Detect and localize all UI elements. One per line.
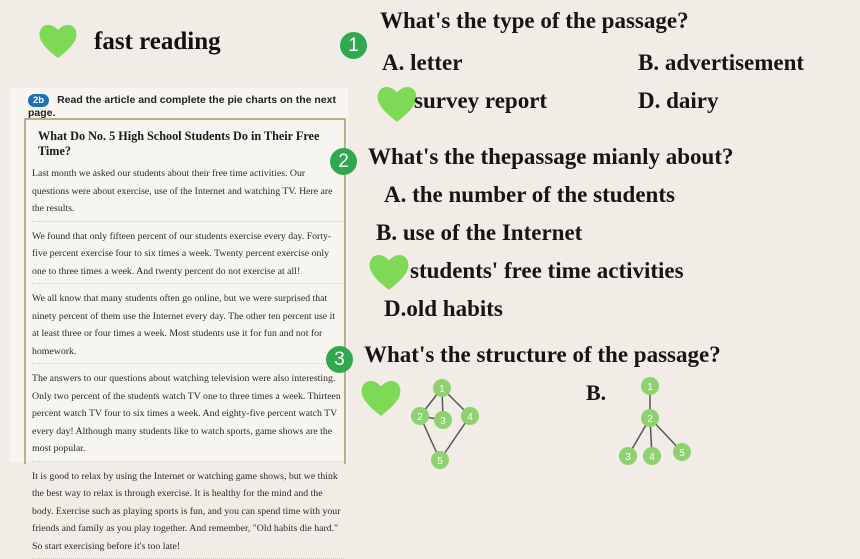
- textbook-excerpt: [10, 88, 348, 462]
- question-3-number: 3: [326, 346, 353, 373]
- diagram-a-node: [461, 407, 479, 425]
- diagram-a-node: [411, 407, 429, 425]
- q2-option-d[interactable]: D.old habits: [384, 296, 503, 322]
- heart-icon: [376, 84, 418, 124]
- svg-text:1: 1: [439, 384, 445, 395]
- diagram-a-node: [434, 411, 452, 429]
- svg-text:5: 5: [437, 456, 443, 467]
- instruction-row: [28, 94, 348, 119]
- q1-option-a[interactable]: A. letter: [382, 50, 462, 76]
- instruction-text: Read the article and complete the pie charts on the next page.: [28, 94, 336, 119]
- question-1-number: 1: [340, 32, 367, 59]
- svg-text:5: 5: [679, 448, 685, 459]
- structure-diagram-b[interactable]: [614, 374, 694, 470]
- fast-reading-label: fast reading: [94, 28, 221, 56]
- svg-text:4: 4: [649, 452, 655, 463]
- svg-text:2: 2: [647, 414, 653, 425]
- svg-text:3: 3: [440, 416, 446, 427]
- question-1-text: What's the type of the passage?: [380, 8, 689, 34]
- structure-diagram-a[interactable]: [404, 376, 484, 476]
- article-paragraph: We all know that many students often go online, but we were surprised that ninety percent of them use the Internet every day. The other ten percent use it at least three or four times a week. Most students use it for fun and not for homework.: [32, 290, 344, 364]
- q1-option-d[interactable]: D. dairy: [638, 88, 719, 114]
- article-paragraph: We found that only fifteen percent of our students exercise every day. Forty-five percent exercise four to six times a week. Twenty percent exercise only one to three times a week. And twenty percent do not exercise at all!: [32, 228, 344, 285]
- diagram-b-node: [641, 377, 659, 395]
- svg-text:4: 4: [467, 412, 473, 423]
- heart-icon: [38, 22, 78, 60]
- article-paragraph: It is good to relax by using the Internet or watching game shows, but we think the best way to relax is through exercise. It is healthy for the mind and the body. Exercise such as playing sports is fun, and you can spend time with your friends and family as you play together. And remember, "Old habits die hard." So start exercising before it's too late!: [32, 468, 344, 559]
- q3-option-b[interactable]: B.: [586, 380, 606, 406]
- section-badge: 2b: [28, 94, 49, 107]
- heart-icon: [360, 378, 402, 418]
- svg-text:2: 2: [417, 412, 423, 423]
- q1-option-c[interactable]: survey report: [414, 88, 547, 114]
- diagram-b-node: [619, 447, 637, 465]
- diagram-a-node: [433, 379, 451, 397]
- svg-text:1: 1: [647, 382, 653, 393]
- question-2-text: What's the thepassage mianly about?: [368, 144, 733, 170]
- diagram-b-node: [673, 443, 691, 461]
- article-title: What Do No. 5 High School Students Do in Their Free Time?: [38, 129, 344, 159]
- diagram-a-node: [431, 451, 449, 469]
- q2-option-b[interactable]: B. use of the Internet: [376, 220, 582, 246]
- svg-text:3: 3: [625, 452, 631, 463]
- diagram-b-node: [643, 447, 661, 465]
- article-paragraph: The answers to our questions about watching television were also interesting. Only two percent of the students watch TV one to three times a week. Thirteen percent watch TV four to six times a week. And eighty-five percent watch TV every day! Although many students like to watch sports, game shows are the most popular.: [32, 370, 344, 462]
- article-box: [24, 118, 346, 464]
- article-paragraph: Last month we asked our students about their free time activities. Our questions were about exercise, use of the Internet and watching TV. Here are the results.: [32, 165, 344, 222]
- question-2-number: 2: [330, 148, 357, 175]
- heart-icon: [368, 252, 410, 292]
- question-3-text: What's the structure of the passage?: [364, 342, 721, 368]
- diagram-b-node: [641, 409, 659, 427]
- q1-option-b[interactable]: B. advertisement: [638, 50, 804, 76]
- q2-option-c[interactable]: students' free time activities: [410, 258, 684, 284]
- q2-option-a[interactable]: A. the number of the students: [384, 182, 675, 208]
